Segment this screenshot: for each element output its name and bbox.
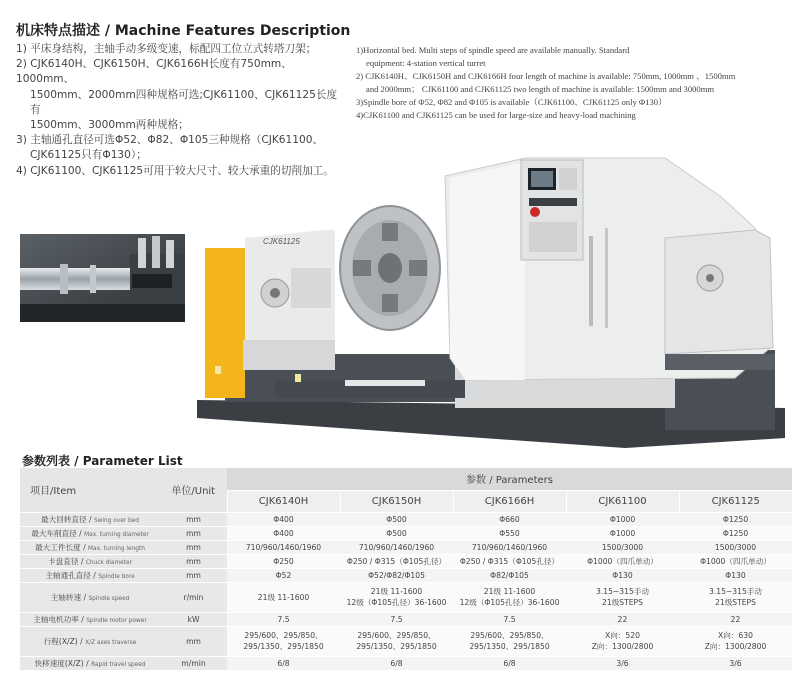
cell-value: 12级（Φ105孔径）36-1600 <box>346 598 447 607</box>
feature-en-line: and 2000mm； CJK61100 and CJK61125 two length of machine is available: 1500mm and 3000mm <box>366 84 715 94</box>
row-label-en: Swing over bed <box>94 517 139 524</box>
table-row <box>20 626 792 656</box>
row-label <box>20 526 160 540</box>
cell-value: 295/1350、295/1850 <box>469 642 550 651</box>
table-row <box>20 526 792 540</box>
row-label <box>20 568 160 582</box>
feature-en-line: equipment: 4-station vertical turret <box>366 58 486 68</box>
row-label <box>20 512 160 526</box>
row-label-en: Max. turning diameter <box>84 531 149 538</box>
table-cell <box>679 612 792 626</box>
table-row <box>20 512 792 526</box>
table-cell <box>679 540 792 554</box>
row-label-cn: 最大车削直径 / <box>31 528 85 538</box>
table-cell <box>453 554 566 568</box>
table-cell <box>340 568 453 582</box>
feature-en-line: 2) CJK6140H、CJK6150H and CJK6166H four length of machine is available: 750mm, 1000mm 、1500mm <box>356 71 736 81</box>
feature-cn-line: 1) 平床身结构，主轴手动多级变速，标配四工位立式转塔刀架； <box>16 43 317 55</box>
table-row <box>20 568 792 582</box>
model-header: CJK61100 <box>566 490 679 512</box>
table-cell <box>227 582 340 612</box>
cell-value: Φ1250 <box>722 514 749 524</box>
row-unit: mm <box>160 512 227 526</box>
row-unit: mm <box>160 568 227 582</box>
row-unit: mm <box>160 626 227 656</box>
row-label-cn: 快移速度(X/Z) / <box>34 658 92 668</box>
row-label <box>20 626 160 656</box>
table-row <box>20 554 792 568</box>
feature-en-line: 4)CJK61100 and CJK61125 can be used for large-size and heavy-load machining <box>356 110 636 120</box>
table-cell <box>340 540 453 554</box>
table-cell <box>566 626 679 656</box>
table-cell <box>453 512 566 526</box>
cell-value: 21级STEPS <box>715 598 756 607</box>
table-cell <box>453 526 566 540</box>
feature-cn-line: 3) 主轴通孔直径可选Φ52、Φ82、Φ105三种规格（CJK61100、 <box>16 134 324 147</box>
table-cell <box>679 526 792 540</box>
table-cell <box>227 626 340 656</box>
cell-value: 7.5 <box>503 614 516 624</box>
cell-value: Φ1000（四爪单动） <box>700 556 771 566</box>
cell-value: X向：520 <box>605 631 640 640</box>
cell-value: Φ250 / Φ315（Φ105孔径） <box>346 556 447 566</box>
cell-value: Φ130 <box>612 570 633 580</box>
cell-value: 7.5 <box>277 614 290 624</box>
table-cell <box>227 612 340 626</box>
table-cell <box>679 568 792 582</box>
row-unit: mm <box>160 554 227 568</box>
parameter-table <box>20 468 792 671</box>
row-label <box>20 656 160 670</box>
cell-value: 295/1350、295/1850 <box>243 642 324 651</box>
table-cell <box>340 512 453 526</box>
table-cell <box>227 526 340 540</box>
feature-cn-line: 2) CJK6140H、CJK6150H、CJK6166H长度有750mm、1000mm、 <box>16 58 292 86</box>
table-row <box>20 540 792 554</box>
row-label-en: X/Z axes traverse <box>85 639 137 646</box>
feature-en-line: 1)Horizontal bed. Multi steps of spindle speed are available manually. Standard <box>356 45 630 55</box>
tooling-closeup-photo <box>20 234 185 322</box>
cell-value: Φ1250 <box>722 528 749 538</box>
cell-value: 6/8 <box>277 658 290 668</box>
row-label-cn: 主轴电机功率 / <box>33 614 87 624</box>
table-cell <box>453 656 566 670</box>
row-label <box>20 554 160 568</box>
feature-cn-line: 1500mm、2000mm四种规格可选;CJK61100、CJK61125长度有 <box>30 88 338 116</box>
row-label-cn: 最大工件长度 / <box>35 542 89 552</box>
cell-value: 7.5 <box>390 614 403 624</box>
table-cell <box>340 656 453 670</box>
cell-value: 710/960/1460/1960 <box>471 542 548 552</box>
cell-value: Φ400 <box>273 514 294 524</box>
table-cell <box>340 554 453 568</box>
cell-value: Φ130 <box>725 570 746 580</box>
cell-value: 3.15~315手动 <box>596 587 649 596</box>
cell-value: 21级 11-1600 <box>483 587 536 596</box>
table-cell <box>340 526 453 540</box>
features-title: 机床特点描述 / Machine Features Description <box>16 23 351 39</box>
row-label-cn: 主轴转速 / <box>50 592 89 602</box>
cell-value: 3/6 <box>616 658 629 668</box>
machine-model-label: CJK61125 <box>263 237 300 246</box>
cell-value: 1500/3000 <box>714 542 757 552</box>
cell-value: Φ660 <box>499 514 520 524</box>
table-cell <box>566 512 679 526</box>
cell-value: 1500/3000 <box>601 542 644 552</box>
cell-value: Φ52 <box>275 570 292 580</box>
table-cell <box>227 540 340 554</box>
cell-value: Φ250 <box>273 556 294 566</box>
features-en-list <box>356 44 796 122</box>
cell-value: 21级STEPS <box>602 598 643 607</box>
model-header: CJK6140H <box>227 490 340 512</box>
model-header: CJK61125 <box>679 490 792 512</box>
cell-value: 3/6 <box>729 658 742 668</box>
cell-value: Φ400 <box>273 528 294 538</box>
table-cell <box>566 540 679 554</box>
row-label-en: Spindle motor power <box>86 617 147 624</box>
table-cell <box>453 568 566 582</box>
row-label <box>20 582 160 612</box>
cell-value: 21级 11-1600 <box>370 587 423 596</box>
table-cell <box>453 582 566 612</box>
row-label-en: Rapid travel speed <box>91 661 146 668</box>
table-cell <box>340 626 453 656</box>
row-label-cn: 卡盘直径 / <box>48 556 86 566</box>
cell-value: 22 <box>730 614 741 624</box>
row-unit: r/min <box>160 582 227 612</box>
cell-value: Φ1000（四爪单动） <box>587 556 658 566</box>
table-cell <box>566 526 679 540</box>
lathe-machine-photo <box>195 118 795 448</box>
cell-value: 295/600、295/850、 <box>357 631 436 640</box>
header-unit: 单位/Unit <box>160 468 227 512</box>
row-unit: mm <box>160 540 227 554</box>
row-unit: kW <box>160 612 227 626</box>
cell-value: 6/8 <box>503 658 516 668</box>
row-label-en: Chuck diameter <box>85 559 132 566</box>
feature-cn-line: 4) CJK61100、CJK61125可用于较大尺寸、较大承重的切削加工。 <box>16 164 334 177</box>
row-label-cn: 行程(X/Z) / <box>43 636 86 646</box>
cell-value: 6/8 <box>390 658 403 668</box>
model-header: CJK6166H <box>453 490 566 512</box>
params-title: 参数列表 / Parameter List <box>22 454 183 468</box>
cell-value: 22 <box>617 614 628 624</box>
cell-value: 295/600、295/850、 <box>470 631 549 640</box>
model-header: CJK6150H <box>340 490 453 512</box>
table-cell <box>340 612 453 626</box>
cell-value: Φ500 <box>386 528 407 538</box>
cell-value: 295/600、295/850、 <box>244 631 323 640</box>
table-cell <box>679 656 792 670</box>
cell-value: 295/1350、295/1850 <box>356 642 437 651</box>
row-label-en: Spindle speed <box>88 595 130 602</box>
table-cell <box>566 612 679 626</box>
table-cell <box>679 554 792 568</box>
table-cell <box>453 626 566 656</box>
row-label <box>20 540 160 554</box>
table-cell <box>566 554 679 568</box>
cell-value: Z向：1300/2800 <box>704 642 767 651</box>
cell-value: 710/960/1460/1960 <box>245 542 322 552</box>
table-cell <box>453 612 566 626</box>
parameter-rows <box>20 512 792 670</box>
header-item: 项目/Item <box>20 468 160 512</box>
cell-value: Φ52/Φ82/Φ105 <box>368 570 425 580</box>
row-label-en: Max. turning length <box>88 545 145 552</box>
cell-value: Φ1000 <box>609 528 636 538</box>
cell-value: 21级 11-1600 <box>257 592 310 602</box>
cell-value: Φ550 <box>499 528 520 538</box>
row-unit: m/min <box>160 656 227 670</box>
table-cell <box>227 512 340 526</box>
cell-value: 710/960/1460/1960 <box>358 542 435 552</box>
table-row <box>20 612 792 626</box>
row-label-cn: 主轴通孔直径 / <box>45 570 99 580</box>
cell-value: X向：630 <box>718 631 753 640</box>
feature-cn-line: 1500mm、3000mm两种规格； <box>30 119 189 132</box>
cell-value: 3.15~315手动 <box>709 587 762 596</box>
table-cell <box>227 554 340 568</box>
row-unit: mm <box>160 526 227 540</box>
table-cell <box>566 582 679 612</box>
feature-cn-line: CJK61125只有Φ130）； <box>30 149 147 162</box>
table-cell <box>566 656 679 670</box>
header-parameters: 参数 / Parameters <box>227 468 792 490</box>
cell-value: Φ1000 <box>609 514 636 524</box>
table-cell <box>227 656 340 670</box>
row-label <box>20 612 160 626</box>
cell-value: Φ500 <box>386 514 407 524</box>
table-cell <box>679 582 792 612</box>
table-cell <box>453 540 566 554</box>
cell-value: 12级（Φ105孔径）36-1600 <box>459 598 560 607</box>
cell-value: Φ250 / Φ315（Φ105孔径） <box>459 556 560 566</box>
row-label-en: Spindle bore <box>98 573 135 580</box>
cell-value: Φ82/Φ105 <box>490 570 529 580</box>
row-label-cn: 最大回转直径 / <box>41 514 94 524</box>
table-row <box>20 656 792 670</box>
cell-value: Z向：1300/2800 <box>591 642 654 651</box>
feature-en-line: 3)Spindle bore of Φ52, Φ82 and Φ105 is available（CJK61100、CJK61125 only Φ130） <box>356 97 667 107</box>
table-cell <box>566 568 679 582</box>
table-cell <box>227 568 340 582</box>
table-cell <box>679 626 792 656</box>
table-cell <box>679 512 792 526</box>
table-cell <box>340 582 453 612</box>
table-row <box>20 582 792 612</box>
